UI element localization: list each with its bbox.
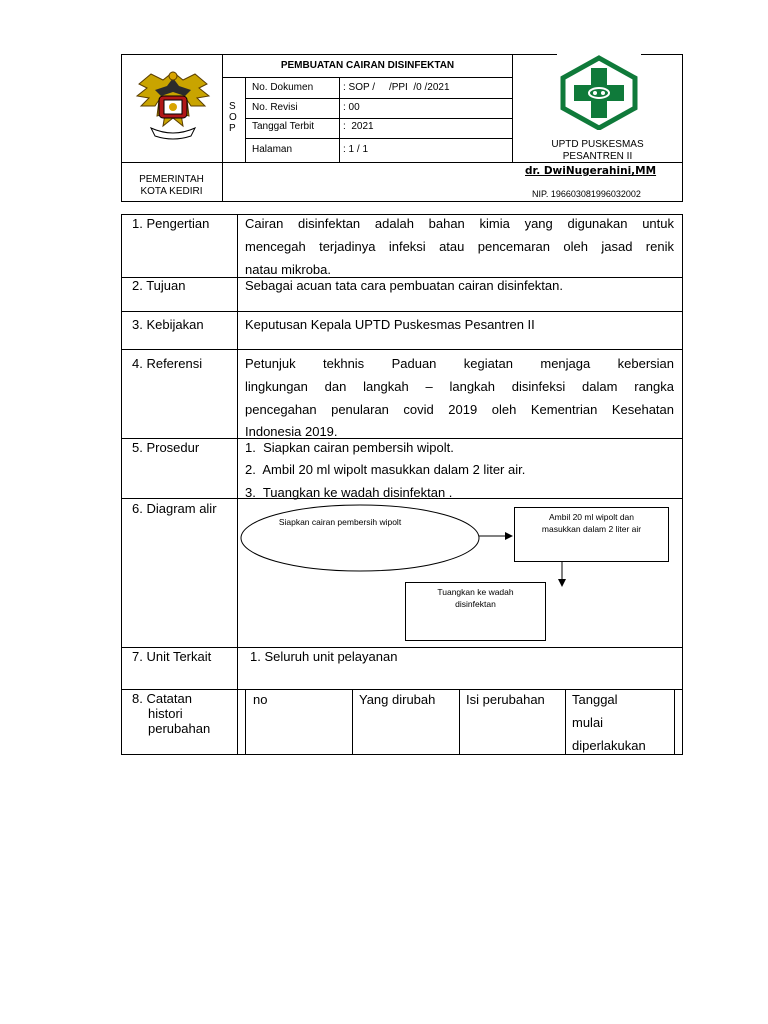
garuda-emblem-logo (133, 66, 213, 144)
field-value-tanggal-terbit: : 2021 (343, 121, 374, 132)
prosedur-step-2: 2. Ambil 20 ml wipolt masukkan dalam 2 liter air. (245, 462, 526, 477)
prosedur-step-1: 1. Siapkan cairan pembersih wipolt. (245, 440, 454, 455)
label-catatan-line1: 8. Catatan (132, 691, 192, 706)
field-label-no-dokumen: No. Dokumen (252, 82, 314, 93)
field-value-halaman: : 1 / 1 (343, 144, 369, 155)
unit-terkait-text: 1. Seluruh unit pelayanan (250, 649, 398, 664)
signer-nip: NIP. 196603081996032002 (532, 189, 641, 199)
label-unit-terkait: 7. Unit Terkait (132, 649, 212, 664)
referensi-line-2: lingkungan dan langkah – langkah disinfeksi dalam rangka (245, 379, 674, 394)
label-prosedur: 5. Prosedur (132, 440, 200, 455)
label-tujuan: 2. Tujuan (132, 278, 186, 293)
histori-col-tanggal: Tanggal (572, 692, 618, 707)
sop-letter-s: S (229, 101, 236, 112)
document-title: PEMBUATAN CAIRAN DISINFEKTAN (280, 60, 455, 71)
referensi-line-3: pencegahan penularan covid 2019 oleh Kementrian Kesehatan (245, 402, 674, 417)
gov-name-line1: PEMERINTAH (139, 174, 204, 185)
field-label-halaman: Halaman (252, 144, 293, 155)
referensi-line-4: Indonesia 2019. (245, 424, 338, 439)
field-label-tanggal-terbit: Tanggal Terbit (252, 121, 315, 132)
signer-name: dr. DwiNugerahini,MM (525, 165, 657, 177)
label-catatan-line3: perubahan (148, 721, 211, 736)
sop-letter-p: P (229, 123, 236, 134)
label-pengertian: 1. Pengertian (132, 216, 210, 231)
flow-node-tuangkan (405, 582, 546, 641)
flow-node-start (241, 505, 479, 571)
label-diagram-alir: 6. Diagram alir (132, 501, 217, 516)
histori-col-yang-dirubah: Yang dirubah (359, 692, 436, 707)
prosedur-step-3: 3. Tuangkan ke wadah disinfektan . (245, 485, 453, 500)
flow-node-ambil-line2: masukkan dalam 2 liter air (541, 524, 642, 534)
field-value-no-dokumen: : SOP / /PPI /0 /2021 (343, 82, 450, 93)
label-catatan-line2: histori (148, 706, 183, 721)
pengertian-line-1: Cairan disinfektan adalah bahan kimia yang digunakan untuk (245, 216, 674, 231)
label-kebijakan: 3. Kebijakan (132, 317, 204, 332)
gov-name-line2: KOTA KEDIRI (140, 186, 203, 197)
field-value-no-revisi: : 00 (343, 102, 360, 113)
org-name-line2: PESANTREN II (562, 151, 633, 162)
pengertian-line-2: mencegah terjadinya infeksi atau pencemaran oleh jasad renik (245, 239, 674, 254)
histori-col-tanggal-line3: diperlakukan (572, 738, 646, 753)
flow-node-tuangkan-line1: Tuangkan ke wadah (437, 587, 514, 597)
flow-node-start-label: Siapkan cairan pembersih wipolt (278, 517, 402, 527)
label-referensi: 4. Referensi (132, 356, 203, 371)
org-name-line1: UPTD PUSKESMAS (551, 139, 644, 150)
flow-node-tuangkan-line2: disinfektan (455, 599, 496, 609)
histori-col-tanggal-line2: mulai (572, 715, 604, 730)
pengertian-line-3: natau mikroba. (245, 262, 331, 277)
field-label-no-revisi: No. Revisi (252, 102, 298, 113)
tujuan-text: Sebagai acuan tata cara pembuatan cairan disinfektan. (245, 278, 563, 293)
flow-node-ambil-line1: Ambil 20 ml wipolt dan (548, 512, 635, 522)
sop-letter-o: O (229, 112, 237, 123)
flow-node-ambil (514, 507, 669, 562)
kebijakan-text: Keputusan Kepala UPTD Puskesmas Pesantren II (245, 317, 535, 332)
referensi-line-1: Petunjuk tekhnis Paduan kegiatan menjaga kebersian (245, 356, 674, 371)
histori-col-isi-perubahan: Isi perubahan (466, 692, 545, 707)
puskesmas-logo (557, 54, 641, 130)
histori-col-no: no (253, 692, 268, 707)
